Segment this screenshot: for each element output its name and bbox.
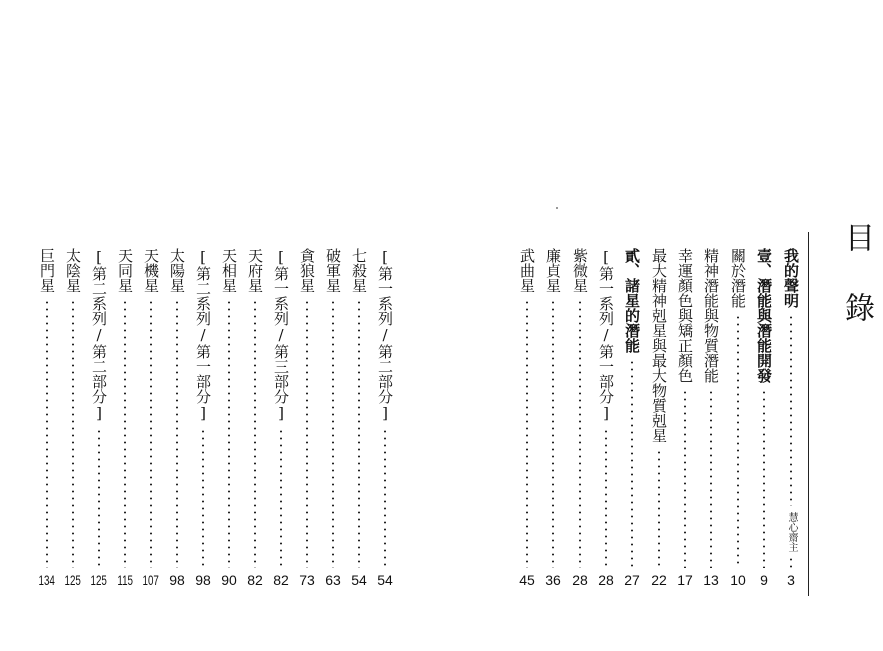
toc-entry-title: 天府星 xyxy=(246,248,264,293)
toc-entry xyxy=(594,248,618,588)
toc-entry-title: 關於潛能 xyxy=(729,248,747,308)
toc-page-number: 82 xyxy=(273,572,289,588)
toc-page-number: 107 xyxy=(142,572,160,588)
toc-entry-title: 貳、諸星的潛能 xyxy=(623,248,641,353)
header-divider-line xyxy=(808,232,809,596)
toc-entry xyxy=(347,248,371,588)
toc-page-number: 98 xyxy=(195,572,211,588)
dot-leader xyxy=(46,299,48,568)
toc-entry-title: 最大精神剋星與最大物質剋星 xyxy=(650,248,668,443)
toc-entry xyxy=(61,248,85,588)
toc-entry xyxy=(35,248,59,588)
toc-page-number: 54 xyxy=(377,572,393,588)
toc-page-number: 3 xyxy=(787,572,795,588)
toc-entry-title: 我的聲明 xyxy=(782,248,800,308)
toc-page-number: 27 xyxy=(624,572,640,588)
toc-page-number: 17 xyxy=(677,572,693,588)
dot-leader xyxy=(737,314,739,568)
toc-entry-title: [第一系列/第三部分] xyxy=(272,248,290,422)
toc-entry xyxy=(87,248,111,588)
toc-entry-title: 貪狼星 xyxy=(298,248,316,293)
toc-page-number: 10 xyxy=(730,572,746,588)
dot-leader xyxy=(228,299,230,568)
toc-entry xyxy=(779,248,803,588)
toc-entry xyxy=(139,248,163,588)
toc-page-number: 134 xyxy=(38,572,56,588)
toc-page-number: 22 xyxy=(651,572,667,588)
toc-entry xyxy=(673,248,697,588)
toc-page-number: 73 xyxy=(299,572,315,588)
scan-speck xyxy=(556,207,558,209)
toc-entry-title: [第一系列/第二部分] xyxy=(376,248,394,422)
toc-entry xyxy=(699,248,723,588)
dot-leader xyxy=(176,299,178,568)
dot-leader xyxy=(631,359,633,568)
toc-entry xyxy=(515,248,539,588)
toc-entry-title: 破軍星 xyxy=(324,248,342,293)
toc-page-number: 82 xyxy=(247,572,263,588)
dot-leader xyxy=(384,428,386,568)
toc-entry-title: [第二系列/第一部分] xyxy=(194,248,212,422)
toc-entry-title: 天相星 xyxy=(220,248,238,293)
toc-entry-title: 幸運顏色與矯正顏色 xyxy=(676,248,694,383)
toc-entry xyxy=(269,248,293,588)
dot-leader xyxy=(790,556,792,568)
toc-entry xyxy=(752,248,776,588)
dot-leader xyxy=(526,299,528,568)
dot-leader xyxy=(790,314,792,506)
toc-entry-title: 天機星 xyxy=(142,248,160,293)
toc-page-number: 45 xyxy=(519,572,535,588)
toc-page-number: 54 xyxy=(351,572,367,588)
toc-page-number: 9 xyxy=(760,572,768,588)
toc-entry xyxy=(295,248,319,588)
dot-leader xyxy=(332,299,334,568)
toc-entry-title: 紫微星 xyxy=(571,248,589,293)
toc-entry-title: 壹、潛能與潛能開發 xyxy=(755,248,773,383)
toc-page-number: 90 xyxy=(221,572,237,588)
toc-entry-title: 巨門星 xyxy=(38,248,56,293)
toc-entry xyxy=(165,248,189,588)
toc-entry-title: 太陰星 xyxy=(64,248,82,293)
dot-leader xyxy=(150,299,152,568)
toc-heading-lu: 錄 xyxy=(839,292,874,322)
toc-page-number: 28 xyxy=(598,572,614,588)
toc-entry xyxy=(541,248,565,588)
dot-leader xyxy=(280,428,282,568)
toc-entry-title: [第一系列/第一部分] xyxy=(597,248,615,422)
dot-leader xyxy=(552,299,554,568)
toc-entry-author: 慧心齋主 xyxy=(786,512,797,552)
toc-page-number: 28 xyxy=(572,572,588,588)
dot-leader xyxy=(254,299,256,568)
dot-leader xyxy=(72,299,74,568)
toc-page-number: 115 xyxy=(117,572,133,588)
toc-entry xyxy=(568,248,592,588)
toc-entry-title: 武曲星 xyxy=(518,248,536,293)
toc-entry-title: 七殺星 xyxy=(350,248,368,293)
toc-entry xyxy=(113,248,137,588)
dot-leader xyxy=(358,299,360,568)
toc-entry-title: 天同星 xyxy=(116,248,134,293)
dot-leader xyxy=(98,428,100,568)
toc-page-number: 98 xyxy=(169,572,185,588)
dot-leader xyxy=(763,389,765,568)
toc-entry xyxy=(217,248,241,588)
dot-leader xyxy=(202,428,204,568)
dot-leader xyxy=(124,299,126,568)
toc-page-number: 63 xyxy=(325,572,341,588)
dot-leader xyxy=(605,428,607,568)
toc-entry xyxy=(726,248,750,588)
toc-heading-mu: 目 xyxy=(839,222,874,252)
toc-entry xyxy=(373,248,397,588)
toc-entry xyxy=(647,248,671,588)
toc-page-number: 125 xyxy=(90,572,108,588)
toc-entry-title: 廉貞星 xyxy=(544,248,562,293)
toc-page-number: 125 xyxy=(64,572,82,588)
dot-leader xyxy=(579,299,581,568)
toc-entry xyxy=(243,248,267,588)
dot-leader xyxy=(710,389,712,568)
toc-page-number: 13 xyxy=(703,572,719,588)
toc-entry xyxy=(620,248,644,588)
dot-leader xyxy=(658,449,660,568)
toc-entry-title: [第二系列/第二部分] xyxy=(90,248,108,422)
toc-entry xyxy=(191,248,215,588)
toc-entry-title: 精神潛能與物質潛能 xyxy=(702,248,720,383)
dot-leader xyxy=(684,389,686,568)
dot-leader xyxy=(306,299,308,568)
toc-entry-title: 太陽星 xyxy=(168,248,186,293)
toc-entry xyxy=(321,248,345,588)
toc-page-number: 36 xyxy=(545,572,561,588)
